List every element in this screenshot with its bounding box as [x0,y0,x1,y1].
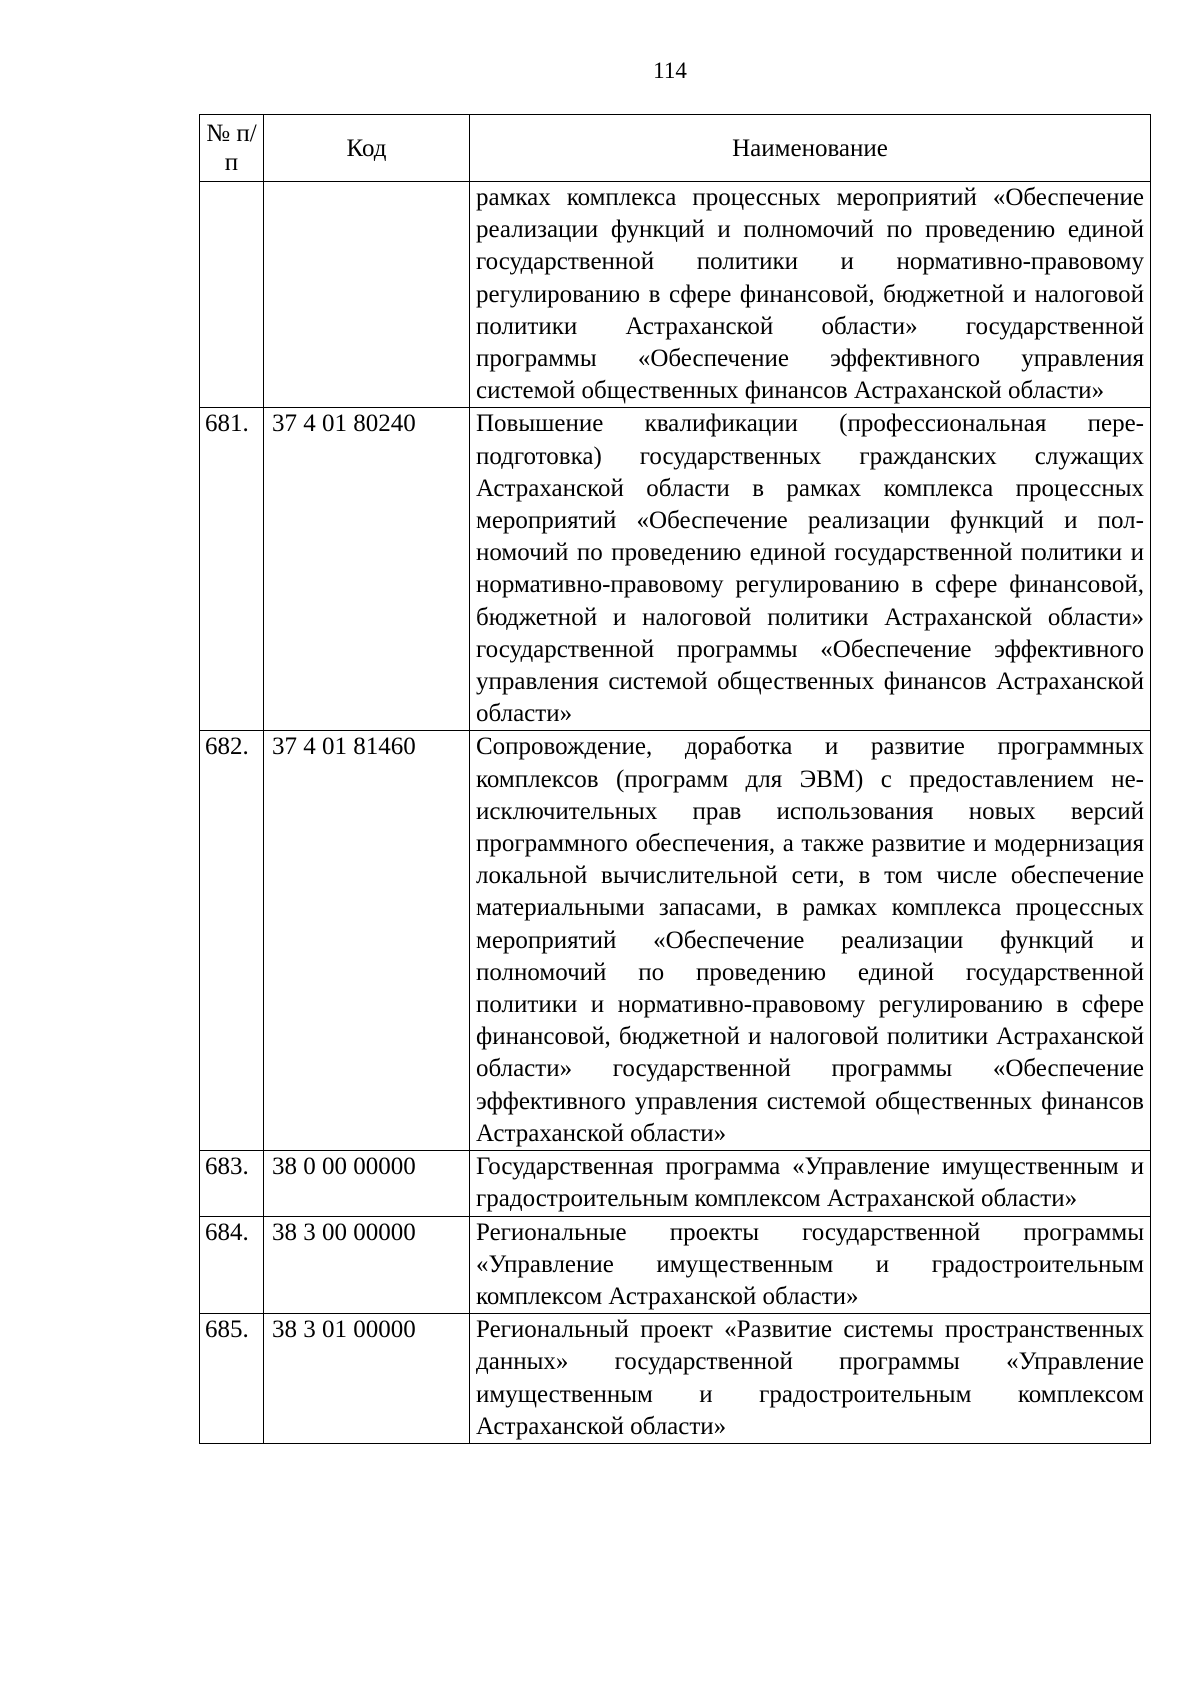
row-code: 38 3 01 00000 [264,1314,470,1444]
table-header-row [200,115,1151,182]
code-registry-table [199,114,1151,1444]
table-row [200,1314,1151,1444]
row-number: 685. [200,1314,264,1444]
row-name: Государственная программа «Управление имущественным и градостроительным комплексом Астраханской области» [470,1151,1151,1216]
row-code: 38 0 00 00000 [264,1151,470,1216]
header-code: Код [264,115,470,182]
row-name: рамках комплекса процессных мероприятий «Обеспечение реализации функций и полномочий по проведению единой государственной политики и нормативно-правовому регулированию в сфере финансовой, бюджетной и налоговой политики Астраханской области» государственной программы «Обеспечение эффективного управления системой общественных финансов Астраханской области» [470,182,1151,408]
table-row [200,1216,1151,1314]
row-number: 683. [200,1151,264,1216]
row-number: 684. [200,1216,264,1314]
row-name: Региональный проект «Развитие системы пространственных данных» государственной программы «Управление имущественным и градостроительным комплексом Астраханской области» [470,1314,1151,1444]
row-number [200,182,264,408]
table-row [200,731,1151,1151]
header-name: Наименование [470,115,1151,182]
table-header [200,115,1151,182]
page-number: 114 [653,58,687,83]
row-number: 682. [200,731,264,1151]
row-code: 37 4 01 80240 [264,408,470,731]
row-code: 38 3 00 00000 [264,1216,470,1314]
header-number: № п/п [200,115,264,182]
row-code [264,182,470,408]
row-name: Региональные проекты государственной программы «Управление имущественным и градостроительным комплексом Астраханской области» [470,1216,1151,1314]
row-code: 37 4 01 81460 [264,731,470,1151]
table-row [200,1151,1151,1216]
row-name: Повышение квалификации (профессиональная переподготовка) государственных гражданских служащих Астраханской области в рамках комплекса процессных мероприятий «Обеспечение реализации функций и полномочий по проведению единой государственной политики и нормативно-правовому регулированию в сфере финансовой, бюджетной и налоговой политики Астраханской области» государственной программы «Обеспечение эффективного управления системой общественных финансов Астраханской области» [470,408,1151,731]
row-name: Сопровождение, доработка и развитие программных комплексов (программ для ЭВМ) с предоставлением неисключительных прав использования новых версий программного обеспечения, а также развитие и модернизация локальной вычислительной сети, в том числе обеспечение материальными запасами, в рамках комплекса процессных мероприятий «Обеспечение реализации функций и полномочий по проведению единой государственной политики и нормативно-правовому регулированию в сфере финансовой, бюджетной и налоговой политики Астраханской области» государственной программы «Обеспечение эффективного управления системой общественных финансов Астраханской области» [470,731,1151,1151]
table-row [200,408,1151,731]
row-number: 681. [200,408,264,731]
table-row [200,182,1151,408]
table-body [200,182,1151,1444]
